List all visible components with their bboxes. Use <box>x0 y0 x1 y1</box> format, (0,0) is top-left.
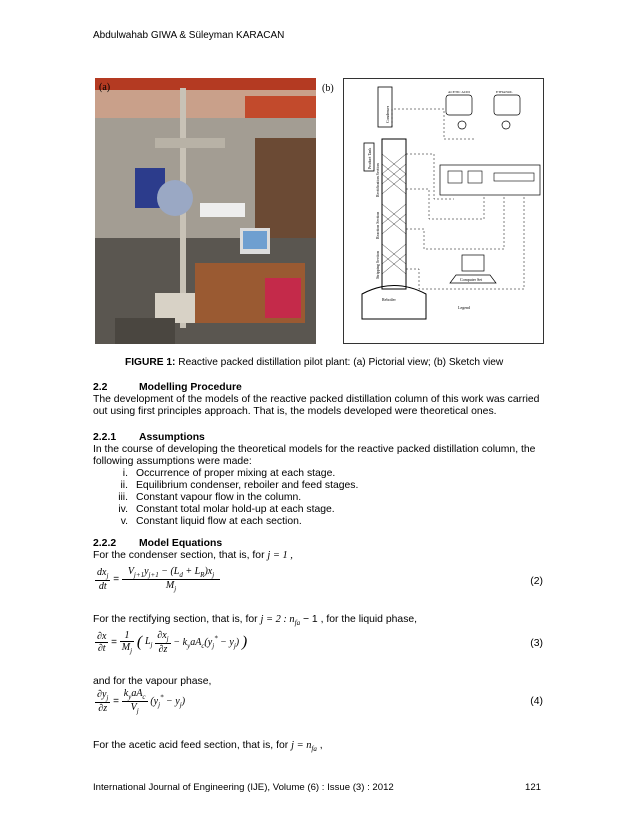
sketch-product-tank-label: Product Tank <box>367 147 372 169</box>
acetic-condition: j = n <box>291 740 312 751</box>
figure-panel-b-sketch <box>322 78 544 344</box>
section-2-2-body: The development of the models of the reactive packed distillation column of this work was carried out using first principles approach. That is, the models developed were theoretical ones. <box>93 394 540 418</box>
equation-3: $\frac{\partial x}{\partial t}$ = $\frac{1}{M_j}$ ( $L_j$ $\frac{\partial x_j}{\partial z}$ − $k_yaA_c(y_j^* - y_j)$ ) <box>97 630 248 655</box>
condenser-intro-text: For the condenser section, that is, for <box>93 550 268 561</box>
distillation-sketch <box>344 79 543 343</box>
equation-2-number: (2) <box>530 576 543 587</box>
condenser-condition: j = 1 , <box>267 550 293 561</box>
panel-a-label: (a) <box>99 82 111 93</box>
rectifying-intro <box>93 614 548 629</box>
page-number: 121 <box>525 782 542 793</box>
list-item <box>106 492 546 503</box>
panel-b-label: (b) <box>322 83 334 94</box>
sketch-condenser-label: Condenser <box>385 105 390 123</box>
rectifying-condition: j = 2 : n <box>260 614 295 625</box>
figure-panel-a-photo <box>95 78 316 344</box>
sketch-reaction-label: Reaction Section <box>375 211 380 239</box>
sketch-tank1-label: ACETIC ACID <box>448 90 470 94</box>
acetic-condition-sub: fa <box>311 745 317 754</box>
equation-4: $\frac{\partial y_j}{\partial z}$ = $\frac{k_yaA_c}{V_j}$ $(y_j^* - y_j)$ <box>97 688 186 715</box>
list-item-text: Occurrence of proper mixing at each stage. <box>136 468 336 479</box>
acetic-intro <box>93 740 548 755</box>
list-item-text: Constant total molar hold-up at each stage. <box>136 504 335 515</box>
section-number: 2.2 <box>93 382 108 393</box>
rectifying-intro-text: For the rectifying section, that is, for <box>93 614 261 625</box>
vapour-intro: and for the vapour phase, <box>93 676 212 687</box>
list-item-text: Constant vapour flow in the column. <box>136 492 302 503</box>
sketch-legend-label: Legend <box>458 305 470 310</box>
figure-caption-label: FIGURE 1: <box>125 357 176 368</box>
list-item-number: iii. <box>118 492 128 503</box>
section-number: 2.2.2 <box>93 538 117 549</box>
list-item-text: Constant liquid flow at each section. <box>136 516 302 527</box>
pilot-plant-photo <box>95 78 316 344</box>
section-2-2-1-body: In the course of developing the theoretical models for the reactive packed distillation column, the following assumptions were made: <box>93 444 536 468</box>
eq2-rhs: $\frac{V_{j+1}y_{j+1} - (L_d + L_R)x_j}{M_j}$ <box>122 566 220 593</box>
list-item-number: v. <box>120 516 128 527</box>
sketch-tank2-label: ETHANOL <box>496 90 513 94</box>
list-item-number: i. <box>122 468 128 479</box>
list-item-number: ii. <box>120 480 128 491</box>
figure-caption-text: Reactive packed distillation pilot plant: (a) Pictorial view; (b) Sketch view <box>175 357 504 368</box>
sketch-computer-label: Computer Set <box>460 277 483 282</box>
condenser-intro <box>93 550 548 562</box>
section-title: Model Equations <box>139 538 223 549</box>
rectifying-tail: − 1 , for the liquid phase, <box>300 614 418 625</box>
acetic-intro-text: For the acetic acid feed section, that is, for <box>93 740 292 751</box>
acetic-tail: , <box>316 740 323 751</box>
list-item <box>106 504 546 515</box>
equation-3-number: (3) <box>530 638 543 649</box>
rectifying-condition-sub: fa <box>294 619 301 628</box>
list-item <box>106 468 546 479</box>
list-item <box>106 516 546 527</box>
list-item <box>106 480 546 491</box>
equation-2: $\frac{dx_j}{dt}$ = $\frac{V_{j+1}y_{j+1} - (L_d + L_R)x_j}{M_j}$ <box>95 566 220 593</box>
footer-journal: International Journal of Engineering (IJE), Volume (6) : Issue (3) : 2012 <box>93 782 394 793</box>
sketch-reboiler-label: Reboiler <box>382 297 396 302</box>
section-heading-2-2-1 <box>93 432 548 444</box>
eq2-lhs: $\frac{dx_j}{dt}$ <box>97 567 109 592</box>
sketch-stripping-label: Stripping Section <box>375 251 380 279</box>
list-item-text: Equilibrium condenser, reboiler and feed stages. <box>136 480 359 491</box>
section-heading-2-2-2 <box>93 538 548 550</box>
section-number: 2.2.1 <box>93 432 117 443</box>
list-item-number: iv. <box>118 504 128 515</box>
section-heading-2-2 <box>93 382 548 394</box>
equation-4-number: (4) <box>530 696 543 707</box>
section-title: Modelling Procedure <box>139 382 242 393</box>
figure-caption <box>125 357 503 368</box>
section-title: Assumptions <box>139 432 205 443</box>
running-header: Abdulwahab GIWA & Süleyman KARACAN <box>93 30 285 41</box>
sketch-rectification-label: Rectification Section <box>375 163 380 197</box>
